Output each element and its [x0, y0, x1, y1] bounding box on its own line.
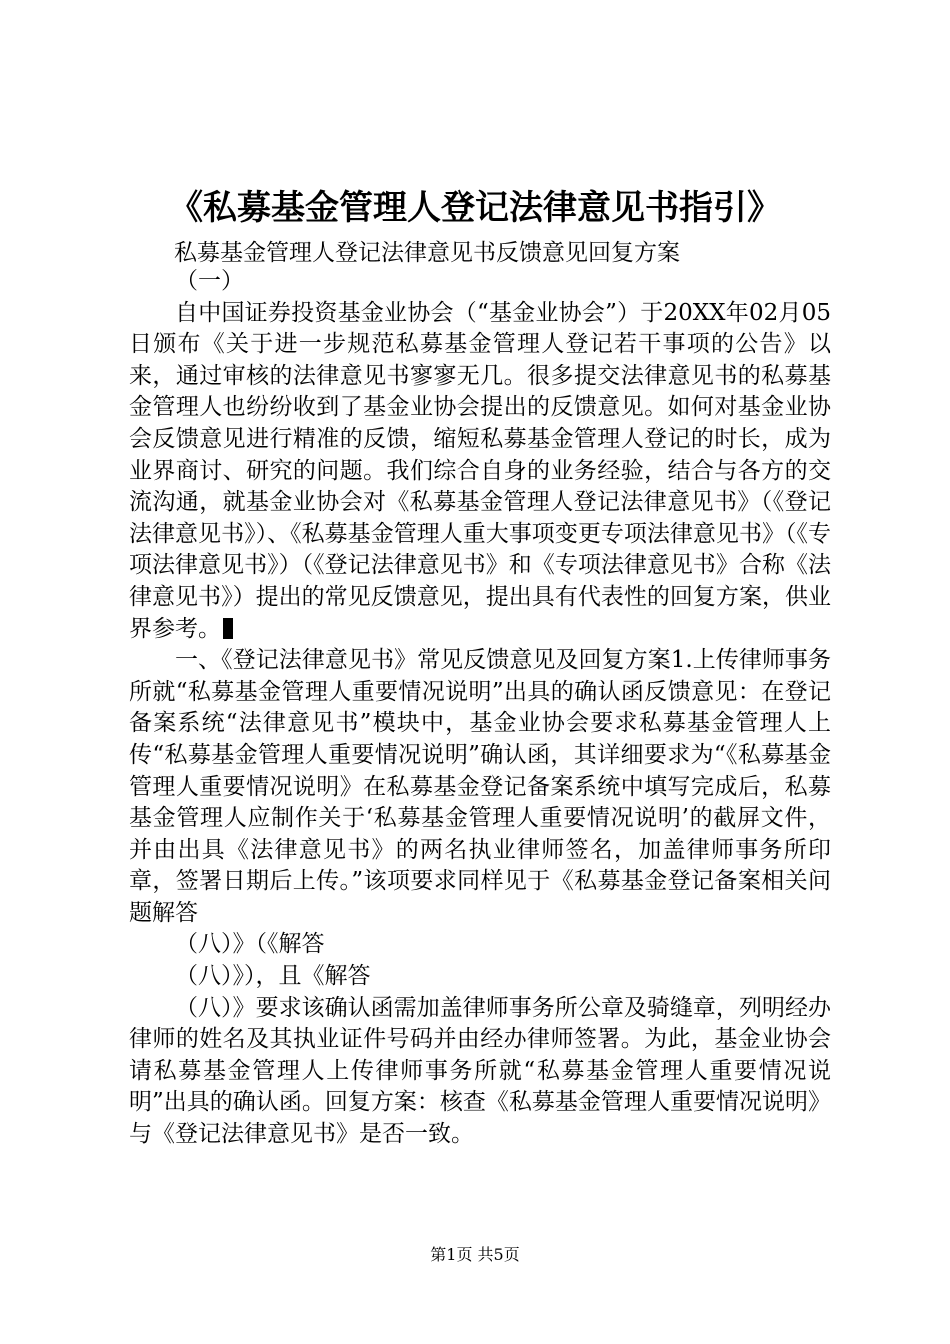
- paragraph-intro: [129, 298, 831, 646]
- paragraph-intro-text: 自中国证券投资基金业协会（“基金业协会”）于20XX年02月05日颁布《关于进一步规范私募基金管理人登记若干事项的公告》以来，通过审核的法律意见书寥寥无几。很多提交法律意见书的私募基金管理人也纷纷收到了基金业协会提出的反馈意见。如何对基金业协会反馈意见进行精准的反馈，缩短私募基金管理人登记的时长，成为业界商讨、研究的问题。我们综合自身的业务经验，结合与各方的交流沟通，就基金业协会对《私募基金管理人登记法律意见书》（《登记法律意见书》）、《私募基金管理人重大事项变更专项法律意见书》（《专项法律意见书》）（《登记法律意见书》和《专项法律意见书》合称《法律意见书》）提出的常见反馈意见，提出具有代表性的回复方案，供业界参考。: [129, 299, 831, 642]
- paragraph-section-number: （一）: [175, 268, 244, 294]
- text-cursor-icon: [223, 618, 233, 639]
- paragraph-answer-ref-3: （八）》要求该确认函需加盖律师事务所公章及骑缝章，列明经办律师的姓名及其执业证件号码并由经办律师签署。为此，基金业协会请私募基金管理人上传律师事务所就“私募基金管理人重要情况说明”出具的确认函。回复方案：核查《私募基金管理人重要情况说明》与《登记法律意见书》是否一致。: [129, 994, 831, 1148]
- paragraph-answer-ref-1: （八）》（《解答: [175, 931, 325, 958]
- paragraph-feedback-one: 一、《登记法律意见书》常见反馈意见及回复方案1.上传律师事务所就“私募基金管理人重要情况说明”出具的确认函反馈意见：在登记备案系统“法律意见书”模块中，基金业协会要求私募基金管理人上传“私募基金管理人重要情况说明”确认函，其详细要求为“《私募基金管理人重要情况说明》在私募基金登记备案系统中填写完成后，私募基金管理人应制作关于‘私募基金管理人重要情况说明’的截屏文件，并由出具《法律意见书》的两名执业律师签名，加盖律师事务所印章，签署日期后上传。”该项要求同样见于《私募基金登记备案相关问题解答: [129, 647, 831, 926]
- document-subtitle: 私募基金管理人登记法律意见书反馈意见回复方案: [174, 240, 680, 266]
- document-body: [129, 266, 831, 1151]
- page-footer: 第1页 共5页: [430, 1245, 520, 1264]
- document-title: 《私募基金管理人登记法律意见书指引》: [169, 188, 781, 228]
- paragraph-answer-ref-2: （八）》），且《解答: [175, 963, 371, 990]
